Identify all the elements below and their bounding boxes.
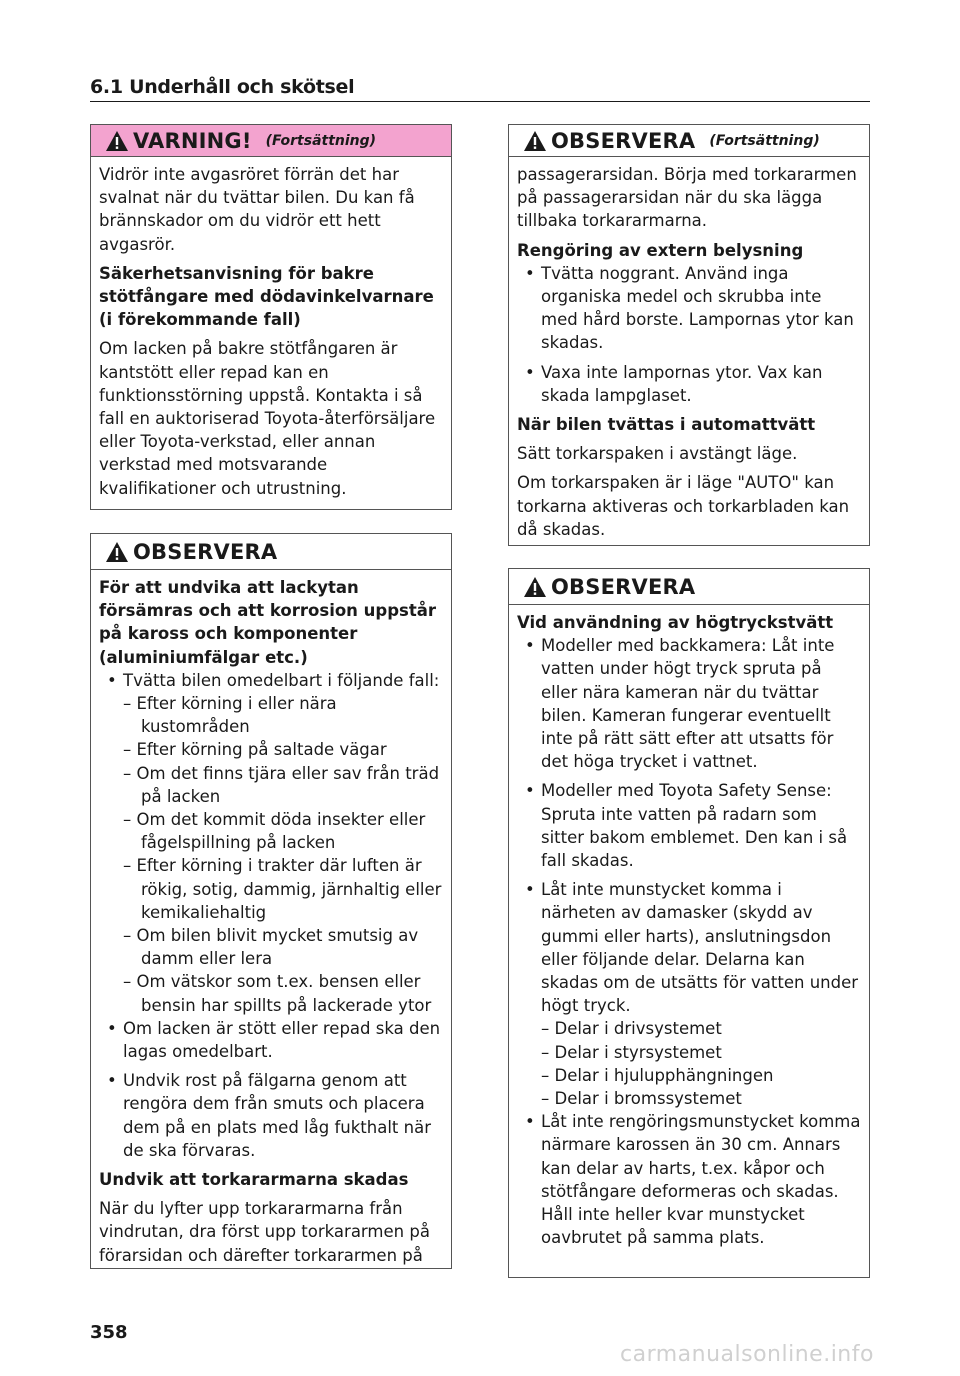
notice-box-body (509, 605, 869, 1261)
list-item: • Tvätta bilen omedelbart i följande fall: (107, 670, 440, 690)
notice-box-header (91, 534, 451, 570)
warning-triangle-icon (523, 576, 547, 598)
notice-box-body (91, 570, 451, 1279)
notice-box-pressure-washer (508, 568, 870, 1278)
subheading: Vid användning av högtryckstvätt (517, 613, 834, 632)
paragraph: Om torkarspaken är i läge "AUTO" kan torkarna aktiveras och torkarbladen kan då skadas. (517, 473, 850, 539)
dash-item: – Delar i drivsystemet (541, 1019, 722, 1039)
warning-box (90, 124, 452, 510)
subheading: För att undvika att lackytan försämras och att korrosion uppstår på kaross och komponenter (aluminiumfälgar etc.) (99, 578, 437, 667)
notice-box-header (509, 569, 869, 605)
dash-item: – Delar i styrsystemet (541, 1042, 722, 1062)
warning-triangle-icon (105, 541, 129, 563)
subheading: När bilen tvättas i automattvätt (517, 415, 816, 435)
warning-title: VARNING! (133, 128, 252, 153)
notice-title: OBSERVERA (133, 539, 278, 564)
list-item: • Tvätta noggrant. Använd inga organiska medel och skrubba inte med hård borste. Lampornas ytor kan skadas. (525, 263, 854, 353)
dash-item: – Om det finns tjära eller sav från träd på lacken (123, 763, 440, 806)
notice-title: OBSERVERA (551, 128, 696, 153)
paragraph: Om lacken på bakre stötfångaren är kantstött eller repad kan en funktionsstörning uppstå. Kontakta i så fall en auktoriserad Toyota-återförsäljare eller Toyota-verkstad, eller annan verkstad med motsvarande kvalifikationer och utrustning. (99, 339, 436, 498)
warning-triangle-icon (105, 130, 129, 152)
paragraph: När du lyfter upp torkararmarna från vindrutan, dra först upp torkararmen på förarsidan och därefter torkararmen på (99, 1199, 430, 1265)
continuation-label: (Fortsättning) (265, 132, 377, 149)
dash-item: – Efter körning i trakter där luften är rökig, sotig, dammig, järnhaltig eller kemikaliehaltig (123, 856, 442, 922)
section-header (90, 76, 870, 102)
page-number: 358 (90, 1322, 128, 1343)
notice-box-body (509, 157, 869, 553)
paragraph: passagerarsidan. Börja med torkararmen på passagerarsidan när du ska lägga tillbaka torkararmarna. (517, 165, 857, 231)
paragraph: Sätt torkarspaken i avstängt läge. (517, 444, 798, 464)
list-item: • Låt inte rengöringsmunstycket komma närmare karossen än 30 cm. Annars kan delar av harts, t.ex. kåpor och stötfångare deformeras och skadas. Håll inte heller kvar munstycket oavbrutet på samma plats. (525, 1112, 861, 1248)
list-item: • Modeller med Toyota Safety Sense: Spruta inte vatten på radarn som sitter bakom emblemet. Den kan i så fall skadas. (525, 781, 848, 871)
dash-item: – Efter körning på saltade vägar (123, 740, 387, 760)
subheading: Säkerhetsanvisning för bakre stötfångare med dödavinkelvarnare (i förekommande fall) (99, 263, 434, 330)
list-item: • Modeller med backkamera: Låt inte vatten under högt tryck spruta på eller nära kameran när du tvättar bilen. Kameran fungerar eventuellt inte på rätt sätt efter att utsatts för det höga trycket i vattnet. (525, 636, 835, 772)
warning-box-header (91, 125, 451, 157)
paragraph: Vidrör inte avgasröret förrän det har svalnat när du tvättar bilen. Du kan få brännskador om du vidrör ett hett avgasrör. (99, 165, 415, 254)
list-item: • Undvik rost på fälgarna genom att rengöra dem från smuts och placera dem på en plats med låg fukthalt när de ska förvaras. (107, 1071, 431, 1160)
notice-box-corrosion (90, 533, 452, 1269)
subheading: Undvik att torkararmarna skadas (99, 1170, 409, 1190)
dash-item: – Delar i bromssystemet (541, 1089, 742, 1109)
notice-box-header (509, 125, 869, 157)
list-item: • Om lacken är stött eller repad ska den lagas omedelbart. (107, 1018, 441, 1062)
list-item: • Låt inte munstycket komma i närheten av damasker (skydd av gummi eller harts), anslutningsdon eller följande delar. Delarna kan skadas om de utsätts för vatten under högt tryck. (525, 880, 859, 1016)
notice-box-continued (508, 124, 870, 546)
dash-item: – Delar i hjulupphängningen (541, 1065, 774, 1085)
warning-triangle-icon (523, 130, 547, 152)
watermark: carmanualsonline.info (620, 1342, 874, 1367)
section-title: 6.1 Underhåll och skötsel (90, 76, 355, 98)
dash-item: – Om bilen blivit mycket smutsig av damm eller lera (123, 926, 419, 969)
dash-item: – Om det kommit döda insekter eller fågelspillning på lacken (123, 810, 426, 853)
continuation-label: (Fortsättning) (709, 132, 820, 149)
warning-box-body (91, 157, 451, 512)
dash-item: – Efter körning i eller nära kustområden (123, 694, 337, 737)
dash-item: – Om vätskor som t.ex. bensen eller bensin har spillts på lackerade ytor (123, 972, 432, 1015)
notice-title: OBSERVERA (551, 574, 696, 599)
list-item: • Vaxa inte lampornas ytor. Vax kan skada lampglaset. (525, 362, 823, 405)
subheading: Rengöring av extern belysning (517, 240, 804, 260)
